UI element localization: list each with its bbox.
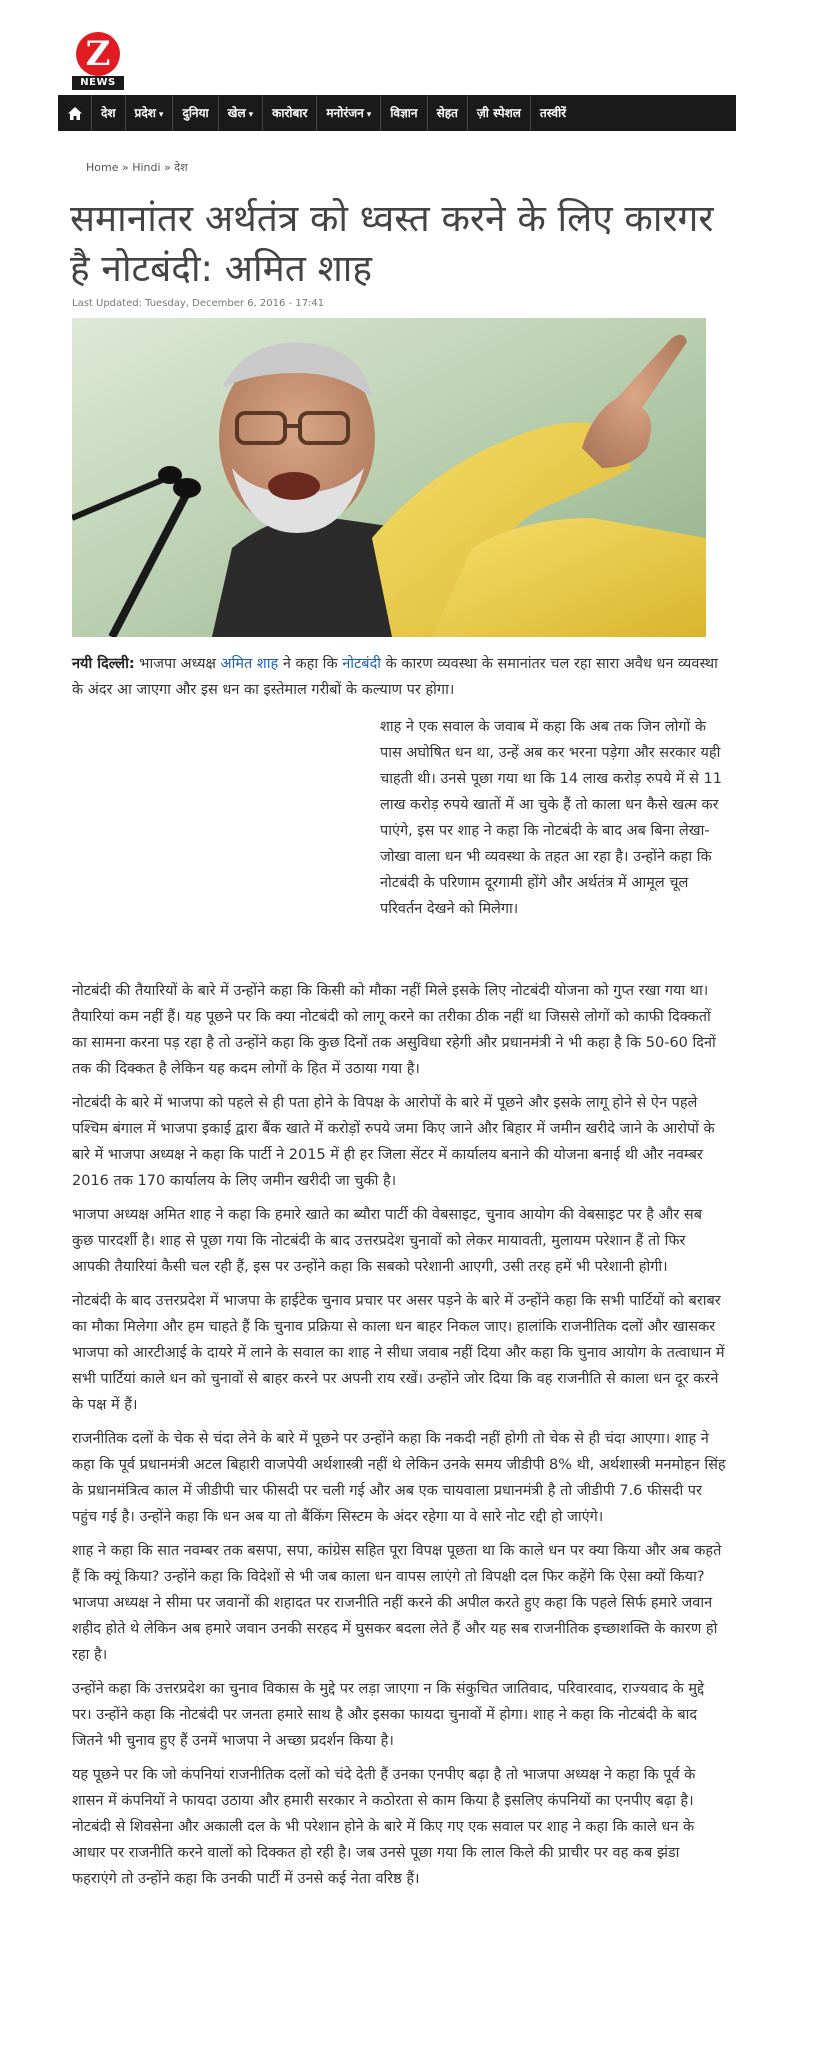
nav-item-desh[interactable]: देश (92, 95, 126, 131)
logo-news: NEWS (72, 76, 124, 90)
nav-item-zee-special[interactable]: ज़ी स्पेशल (468, 95, 531, 131)
article-paragraph: राजनीतिक दलों के चेक से चंदा लेने के बारे में पूछने पर उन्होंने कहा कि नकदी नहीं होगी तो चेक से ही चंदा आएगा। शाह ने कहा कि पूर्व प्रधानमंत्री अटल बिहारी वाजपेयी अर्थशास्त्री नहीं थे लेकिन उनके समय जीडीपी 8% थी, अर्थशास्त्री मनमोहन सिंह के प्रधानमंत्रित्व काल में जीडीपी चार फीसदी पर चली गई और अब एक चायवाला प्रधानमंत्री है तो जीडीपी 7.6 फीसदी पर पहुंच गई है। उन्होंने कहा कि धन अब या तो बैंकिंग सिस्टम के अंदर रहेगा या वे सारे नोट रद्दी हो जाएंगे। (72, 1431, 726, 1525)
article-hero-image (72, 318, 706, 637)
article-inset-paragraph: शाह ने एक सवाल के जवाब में कहा कि अब तक जिन लोगों के पास अघोषित धन था, उन्हें अब कर भरना पड़ेगा और सरकार यही चाहती थी। उनसे पूछा गया था कि 14 लाख करोड़ रुपये में से 11 लाख करोड़ रुपये खातों में आ चुके हैं तो काला धन कैसे खत्म कर पाएंगे, इस पर शाह ने कहा कि नोटबंदी के बाद अब बिना लेखा-जोखा वाला धन भी व्यवस्था के तहत आ रहा है। उन्होंने कहा कि नोटबंदी के परिणाम दूरगामी होंगे और अर्थतंत्र में आमूल चूल परिवर्तन देखने को मिलेगा। (380, 719, 723, 917)
chevron-down-icon: ▾ (366, 110, 372, 120)
nav-item-manoranjan[interactable]: मनोरंजन ▾ (317, 95, 381, 131)
breadcrumb (86, 160, 188, 175)
breadcrumb-home[interactable]: Home (86, 161, 119, 174)
breadcrumb-current[interactable]: देश (174, 161, 188, 174)
link-amit-shah[interactable]: अमित शाह (220, 656, 279, 672)
last-updated: Last Updated: Tuesday, December 6, 2016 - 17:41 (72, 298, 325, 309)
article-body (72, 978, 726, 1900)
breadcrumb-separator: » (160, 161, 175, 174)
article-title: समानांतर अर्थतंत्र को ध्वस्त करने के लिए कारगर है नोटबंदी: अमित शाह (70, 197, 714, 290)
chevron-down-icon: ▾ (158, 110, 164, 120)
breadcrumb-separator: » (118, 161, 133, 174)
nav-item-vigyan[interactable]: विज्ञान (381, 95, 427, 131)
chevron-down-icon: ▾ (248, 110, 254, 120)
link-notebandi[interactable]: नोटबंदी (342, 656, 382, 672)
main-navbar (58, 95, 736, 131)
article-paragraph: नोटबंदी की तैयारियों के बारे में उन्होंने कहा कि किसी को मौका नहीं मिले इसके लिए नोटबंदी योजना को गुप्त रखा गया था। तैयारियां कम नहीं हैं। यह पूछने पर कि क्या नोटबंदी को लागू करने का तरीका ठीक नहीं था जिससे लोगों को काफी दिक्कतों का सामना करना पड़ रहा है तो उन्होंने कहा कि कुछ दिनों तक असुविधा रहेगी और प्रधानमंत्री ने भी कहा है कि 50-60 दिनों तक की दिक्कत है लेकिन यह कदम लोगों के हित में उठाया गया है। (72, 983, 716, 1077)
article-paragraph: नोटबंदी के बाद उत्तरप्रदेश में भाजपा के हाईटेक चुनाव प्रचार पर असर पड़ने के बारे में उन्होंने कहा कि सभी पार्टियों को बराबर का मौका मिलेगा और हम चाहते हैं कि चुनाव प्रक्रिया से काला धन बाहर निकल जाए। हालांकि राजनीतिक दलों और खासकर भाजपा को आरटीआई के दायरे में लाने के सवाल का शाह ने सीधा जवाब नहीं दिया और कहा कि चुनाव आयोग के तत्वाधान में सभी पार्टियां काले धन को चुनावों से बाहर करने पर अपनी राय रखें। उन्होंने जोर दिया कि वह राजनीति से काला धन दूर करने के पक्ष में हैं। (72, 1293, 725, 1413)
breadcrumb-hindi[interactable]: Hindi (132, 161, 161, 174)
nav-item-pradesh[interactable]: प्रदेश ▾ (126, 95, 174, 131)
nav-item-tasveeren[interactable]: तस्वीरें (539, 106, 567, 120)
dateline: नयी दिल्ली: (72, 656, 135, 672)
nav-home[interactable] (58, 95, 92, 131)
speaker-photo (72, 318, 706, 637)
home-icon (67, 106, 83, 121)
article-paragraph: नोटबंदी के बारे में भाजपा को पहले से ही पता होने के विपक्ष के आरोपों के बारे में पूछने और इसके लागू होने से ऐन पहले पश्चिम बंगाल में भाजपा इकाई द्वारा बैंक खाते में करोड़ों रुपये जमा किए जाने और बिहार में जमीन खरीदे जाने के आरोपों के बारे में भाजपा अध्यक्ष ने कहा कि पार्टी ने 2015 में ही हर जिला सेंटर में कार्यालय बनाने की योजना बनाई थी और नवम्बर 2016 तक 170 कार्यालय के लिए जमीन खरीदी जा चुकी है। (72, 1095, 715, 1189)
article-paragraph: भाजपा अध्यक्ष अमित शाह ने कहा कि हमारे खाते का ब्यौरा पार्टी की वेबसाइट, चुनाव आयोग की वेबसाइट पर है और सब कुछ पारदर्शी है। शाह से पूछा गया कि नोटबंदी के बाद उत्तरप्रदेश चुनावों को लेकर मायावती, मुलायम परेशान हैं तो फिर आपकी तैयारियां कैसी चल रही हैं, इस पर उन्होंने कहा कि सबको परेशानी आएगी, उसी तरह हमें भी परेशानी होगी। (72, 1207, 703, 1275)
article-paragraph: शाह ने कहा कि सात नवम्बर तक बसपा, सपा, कांग्रेस सहित पूरा विपक्ष पूछता था कि काले धन पर क्या किया और अब कहते हैं कि क्यूं किया? उन्होंने कहा कि विदेशों से भी जब काला धन वापस लाएंगे तो विपक्षी दल फिर कहेंगे कि ऐसा क्यों किया? भाजपा अध्यक्ष ने सीमा पर जवानों की शहादत पर राजनीति नहीं करने की अपील करते हुए कहा कि पहले सिर्फ हमारे जवान शहीद होते थे लेकिन अब हमारे जवान उनकी सरहद में घुसकर बदला लेते हैं और यह सब राजनीतिक इच्छाशक्ति के कारण हो रहा है। (72, 1543, 722, 1663)
nav-item-karobar[interactable]: कारोबार (263, 95, 317, 131)
nav-item-khel[interactable]: खेल ▾ (219, 95, 263, 131)
article-lead: नयी दिल्ली: भाजपा अध्यक्ष अमित शाह ने कहा कि नोटबंदी के कारण व्यवस्था के समानांतर चल रहा सारा अवैध धन व्यवस्था के अंदर आ जाएगा और इस धन का इस्तेमाल गरीबों के कल्याण पर होगा। (72, 656, 718, 698)
logo-z: Z (76, 32, 120, 76)
zee-news-logo[interactable] (58, 32, 138, 92)
article-paragraph: उन्होंने कहा कि उत्तरप्रदेश का चुनाव विकास के मुद्दे पर लड़ा जाएगा न कि संकुचित जातिवाद, परिवारवाद, राज्यवाद के मुद्दे पर। उन्होंने कहा कि नोटबंदी पर जनता हमारे साथ है और इसका फायदा चुनावों में होगा। शाह ने कहा कि नोटबंदी के बाद जितने भी चुनाव हुए हैं उनमें भाजपा ने अच्छा प्रदर्शन किया है। (72, 1681, 705, 1749)
nav-item-duniya[interactable]: दुनिया (173, 95, 218, 131)
article-paragraph: यह पूछने पर कि जो कंपनियां राजनीतिक दलों को चंदे देती हैं उनका एनपीए बढ़ा है तो भाजपा अध्यक्ष ने कहा कि पूर्व के शासन में कंपनियों ने फायदा उठाया और हमारी सरकार ने कठोरता से काम किया है इसलिए कंपनियों का एनपीए बढ़ा है। नोटबंदी से शिवसेना और अकाली दल के भी परेशान होने के बारे में किए गए एक सवाल पर शाह ने कहा कि काले धन के आधार पर राजनीति करने वालों को दिक्कत हो रही है। जब उनसे पूछा गया कि लाल किले की प्राचीर पर वह कब झंडा फहराएंगे तो उन्होंने कहा कि उनकी पार्टी में उनसे कई नेता वरिष्ठ हैं। (72, 1767, 696, 1887)
nav-item-sehat[interactable]: सेहत (428, 95, 468, 131)
